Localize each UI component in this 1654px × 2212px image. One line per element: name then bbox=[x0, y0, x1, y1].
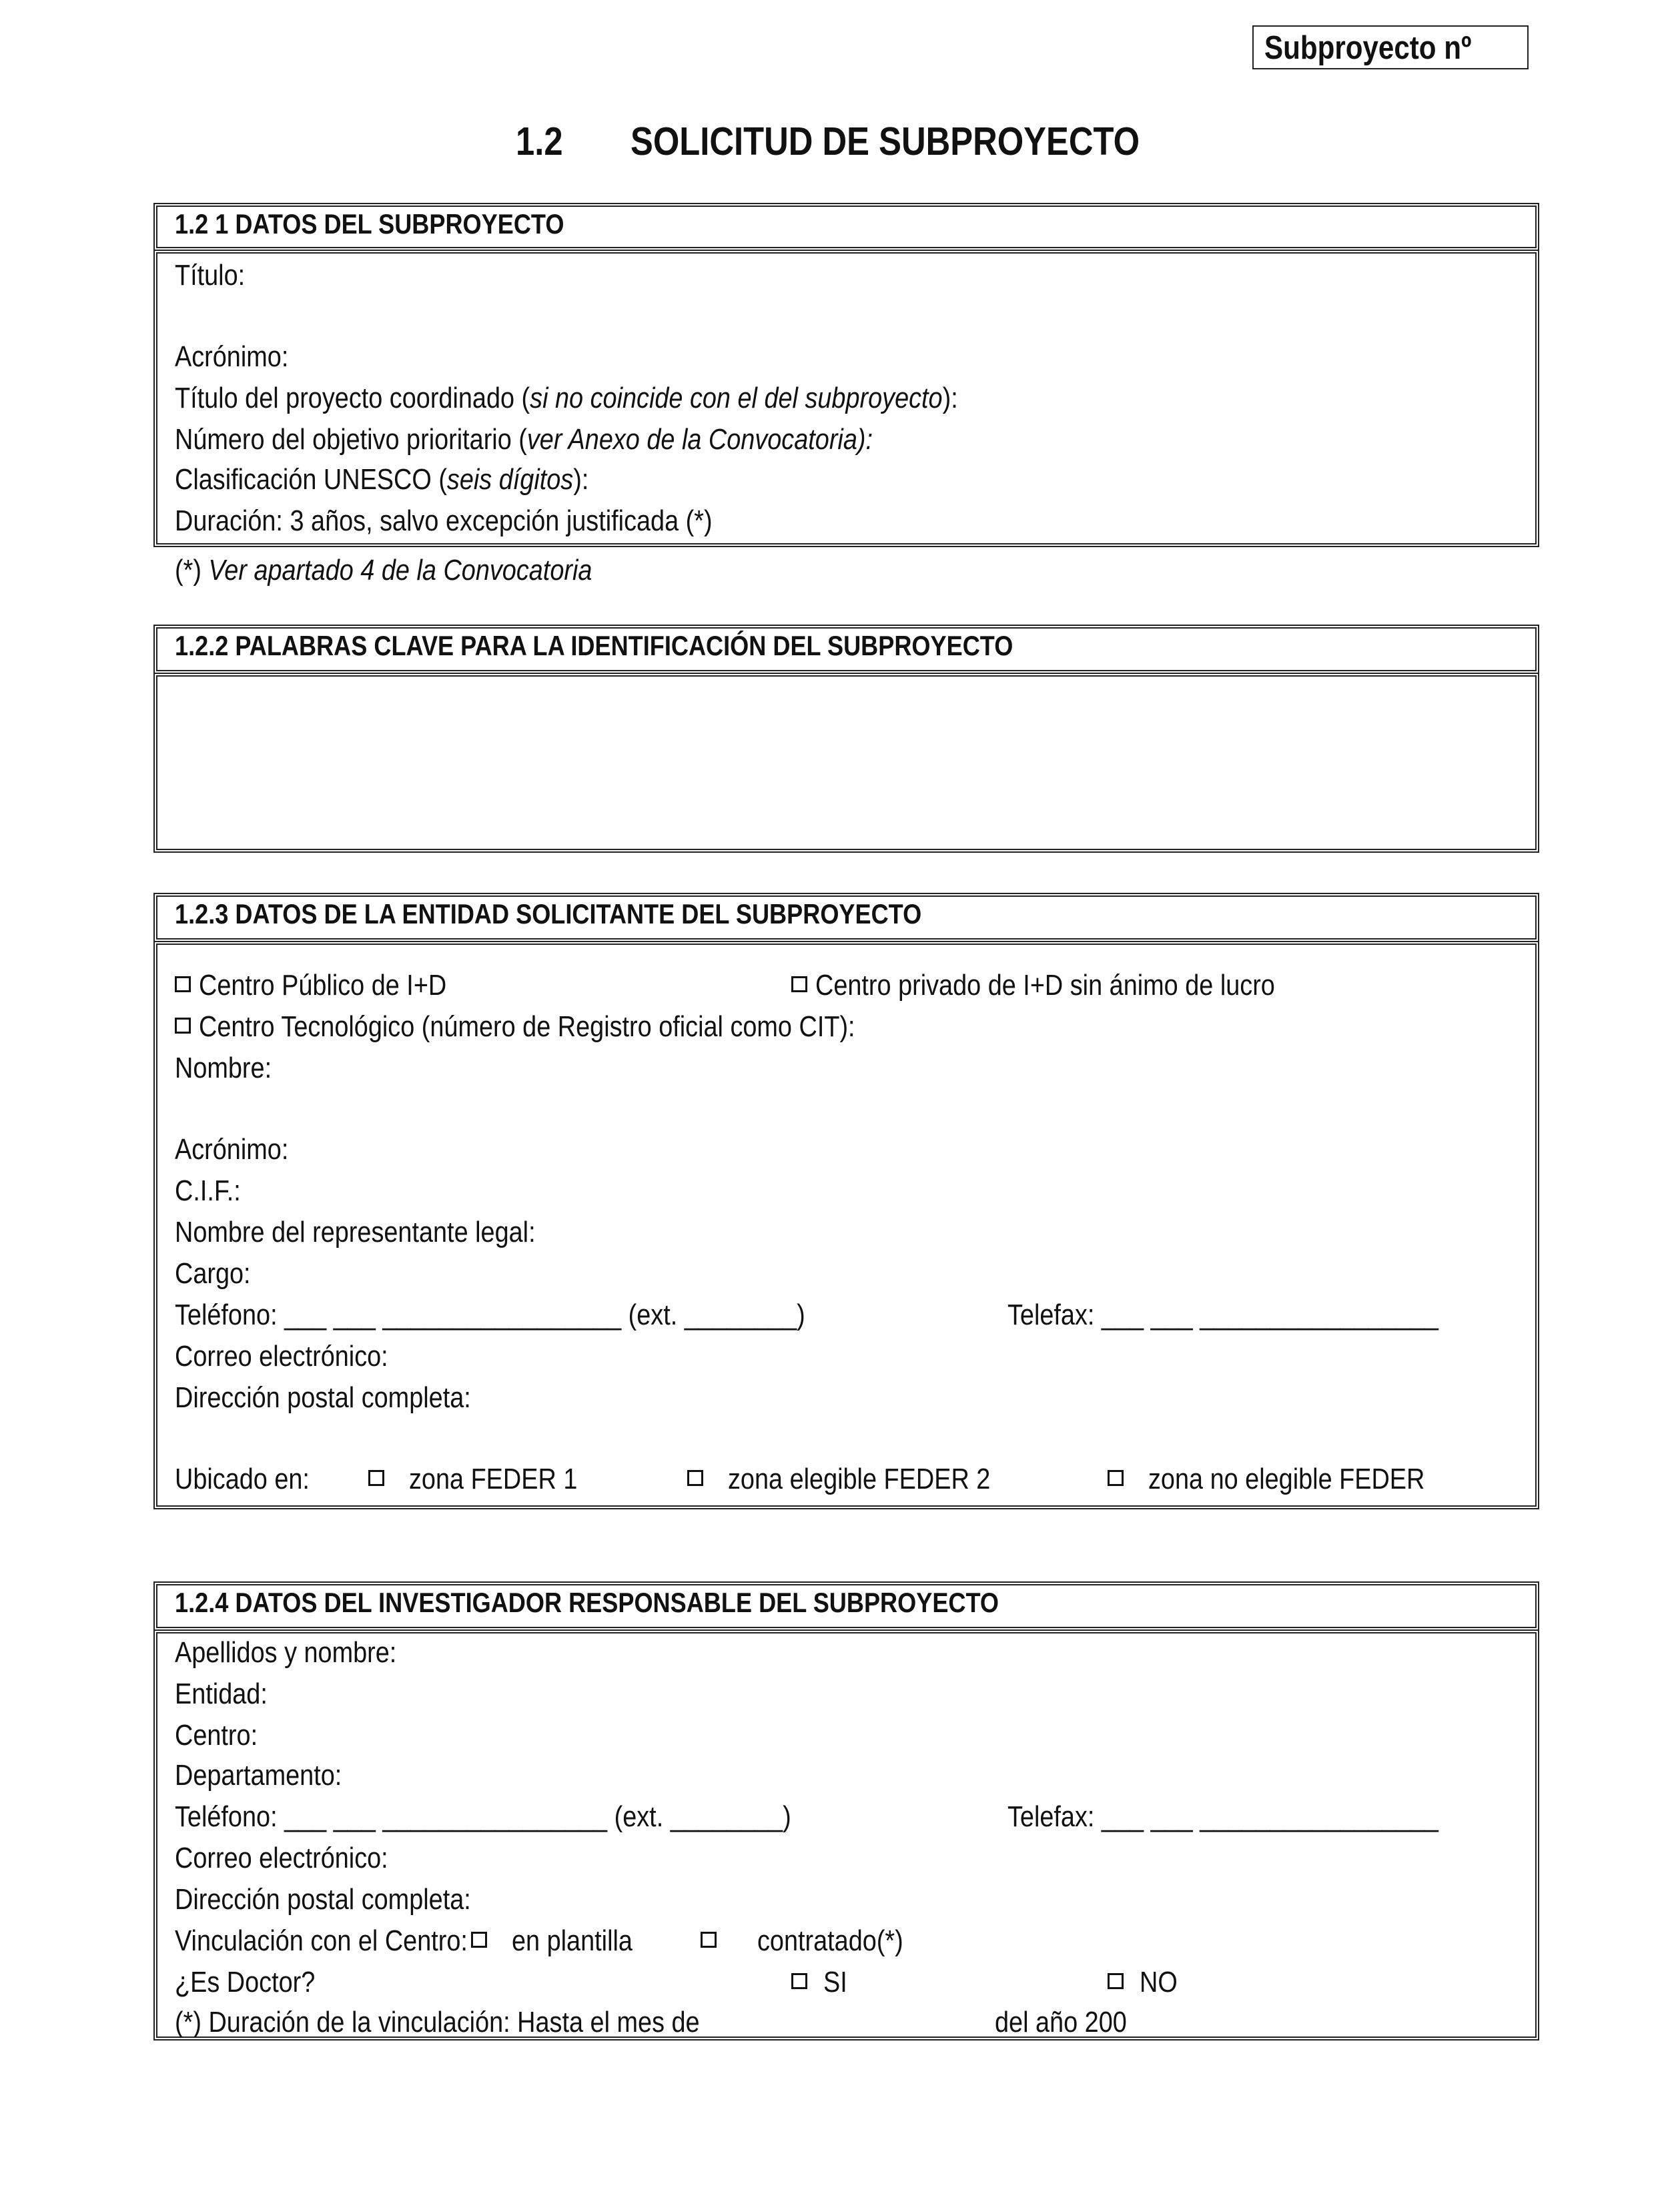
page-title-number: 1.2 bbox=[516, 119, 563, 163]
es-doctor-label: ¿Es Doctor? bbox=[175, 1966, 316, 1998]
section-datos-subproyecto bbox=[153, 203, 1539, 547]
option-centro-privado[interactable]: Centro privado de I+D sin ánimo de lucro bbox=[791, 966, 1350, 1005]
direccion-field[interactable]: Dirección postal completa: bbox=[175, 1883, 471, 1916]
del-ano-field[interactable]: del año 200 bbox=[995, 2006, 1127, 2039]
correo-field[interactable]: Correo electrónico: bbox=[175, 1842, 388, 1874]
checkbox[interactable] bbox=[701, 1932, 717, 1948]
telefono-field[interactable]: Teléfono: ___ ___ ________________ (ext. ________) bbox=[175, 1800, 791, 1833]
telefono-field[interactable]: Teléfono: ___ ___ _________________ (ext. ________) bbox=[175, 1299, 805, 1331]
option-zona-no-elegible[interactable]: zona no elegible FEDER bbox=[1108, 1460, 1470, 1499]
checkbox[interactable] bbox=[175, 1018, 191, 1034]
objetivo-prioritario-field[interactable]: Número del objetivo prioritario (ver Anexo de la Convocatoria): bbox=[175, 423, 873, 456]
section-investigador-responsable bbox=[153, 1581, 1539, 2041]
palabras-clave-input-area[interactable] bbox=[153, 673, 1539, 853]
telefax-field[interactable]: Telefax: ___ ___ _________________ bbox=[1007, 1299, 1438, 1331]
duracion-vinculacion-field[interactable]: (*) Duración de la vinculación: Hasta el mes de bbox=[175, 2006, 700, 2039]
section-entidad-solicitante bbox=[153, 893, 1539, 1509]
cargo-field[interactable]: Cargo: bbox=[175, 1257, 251, 1290]
checkbox[interactable] bbox=[471, 1932, 487, 1948]
acronimo-field[interactable]: Acrónimo: bbox=[175, 1133, 289, 1166]
duracion-field[interactable]: Duración: 3 años, salvo excepción justificada (*) bbox=[175, 504, 713, 537]
option-centro-tecnologico[interactable]: Centro Tecnológico (número de Registro oficial como CIT): bbox=[175, 1008, 962, 1046]
subproyecto-number-box[interactable] bbox=[1252, 25, 1529, 69]
option-doctor-si[interactable]: SI bbox=[791, 1963, 851, 2002]
titulo-proyecto-coordinado-field[interactable]: Título del proyecto coordinado (si no coincide con el del subproyecto): bbox=[175, 382, 958, 414]
acronimo-field[interactable]: Acrónimo: bbox=[175, 340, 289, 373]
cif-field[interactable]: C.I.F.: bbox=[175, 1174, 241, 1207]
option-centro-publico[interactable]: Centro Público de I+D bbox=[175, 966, 487, 1005]
centro-field[interactable]: Centro: bbox=[175, 1719, 258, 1752]
option-en-plantilla[interactable]: en plantilla bbox=[471, 1922, 652, 1960]
ubicado-label: Ubicado en: bbox=[175, 1463, 310, 1495]
section-header: 1.2.2 PALABRAS CLAVE PARA LA IDENTIFICACIÓN DEL SUBPROYECTO bbox=[153, 625, 1539, 674]
apellidos-nombre-field[interactable]: Apellidos y nombre: bbox=[175, 1636, 397, 1669]
page-title: SOLICITUD DE SUBPROYECTO bbox=[631, 119, 1140, 163]
checkbox[interactable] bbox=[1108, 1973, 1124, 1989]
nombre-field[interactable]: Nombre: bbox=[175, 1052, 272, 1084]
checkbox[interactable] bbox=[791, 976, 807, 992]
section-body bbox=[153, 1629, 1539, 2041]
footnote-convocatoria: (*) Ver apartado 4 de la Convocatoria bbox=[175, 554, 592, 587]
subproyecto-label: Subproyecto nº bbox=[1264, 30, 1472, 66]
checkbox[interactable] bbox=[175, 976, 191, 992]
direccion-field[interactable]: Dirección postal completa: bbox=[175, 1381, 471, 1414]
option-zona-feder-1[interactable]: zona FEDER 1 bbox=[368, 1460, 604, 1499]
titulo-field[interactable]: Título: bbox=[175, 259, 246, 292]
section-body bbox=[153, 941, 1539, 1509]
section-header: 1.2 1 DATOS DEL SUBPROYECTO bbox=[153, 203, 1539, 251]
option-zona-elegible-feder-2[interactable]: zona elegible FEDER 2 bbox=[687, 1460, 1033, 1499]
checkbox[interactable] bbox=[791, 1973, 807, 1989]
section-body bbox=[153, 250, 1539, 547]
departamento-field[interactable]: Departamento: bbox=[175, 1759, 342, 1792]
representante-legal-field[interactable]: Nombre del representante legal: bbox=[175, 1216, 536, 1248]
checkbox[interactable] bbox=[687, 1470, 703, 1486]
section-header: 1.2.3 DATOS DE LA ENTIDAD SOLICITANTE DEL SUBPROYECTO bbox=[153, 893, 1539, 942]
option-contratado[interactable]: contratado(*) bbox=[701, 1922, 927, 1960]
section-palabras-clave bbox=[153, 625, 1539, 853]
correo-field[interactable]: Correo electrónico: bbox=[175, 1340, 388, 1373]
section-header: 1.2.4 DATOS DEL INVESTIGADOR RESPONSABLE DEL SUBPROYECTO bbox=[153, 1581, 1539, 1631]
vinculacion-label: Vinculación con el Centro: bbox=[175, 1924, 468, 1957]
option-doctor-no[interactable]: NO bbox=[1108, 1963, 1184, 2002]
checkbox[interactable] bbox=[1108, 1470, 1124, 1486]
telefax-field[interactable]: Telefax: ___ ___ _________________ bbox=[1007, 1800, 1438, 1833]
clasificacion-unesco-field[interactable]: Clasificación UNESCO (seis dígitos): bbox=[175, 463, 589, 496]
entidad-field[interactable]: Entidad: bbox=[175, 1678, 268, 1710]
checkbox[interactable] bbox=[368, 1470, 384, 1486]
